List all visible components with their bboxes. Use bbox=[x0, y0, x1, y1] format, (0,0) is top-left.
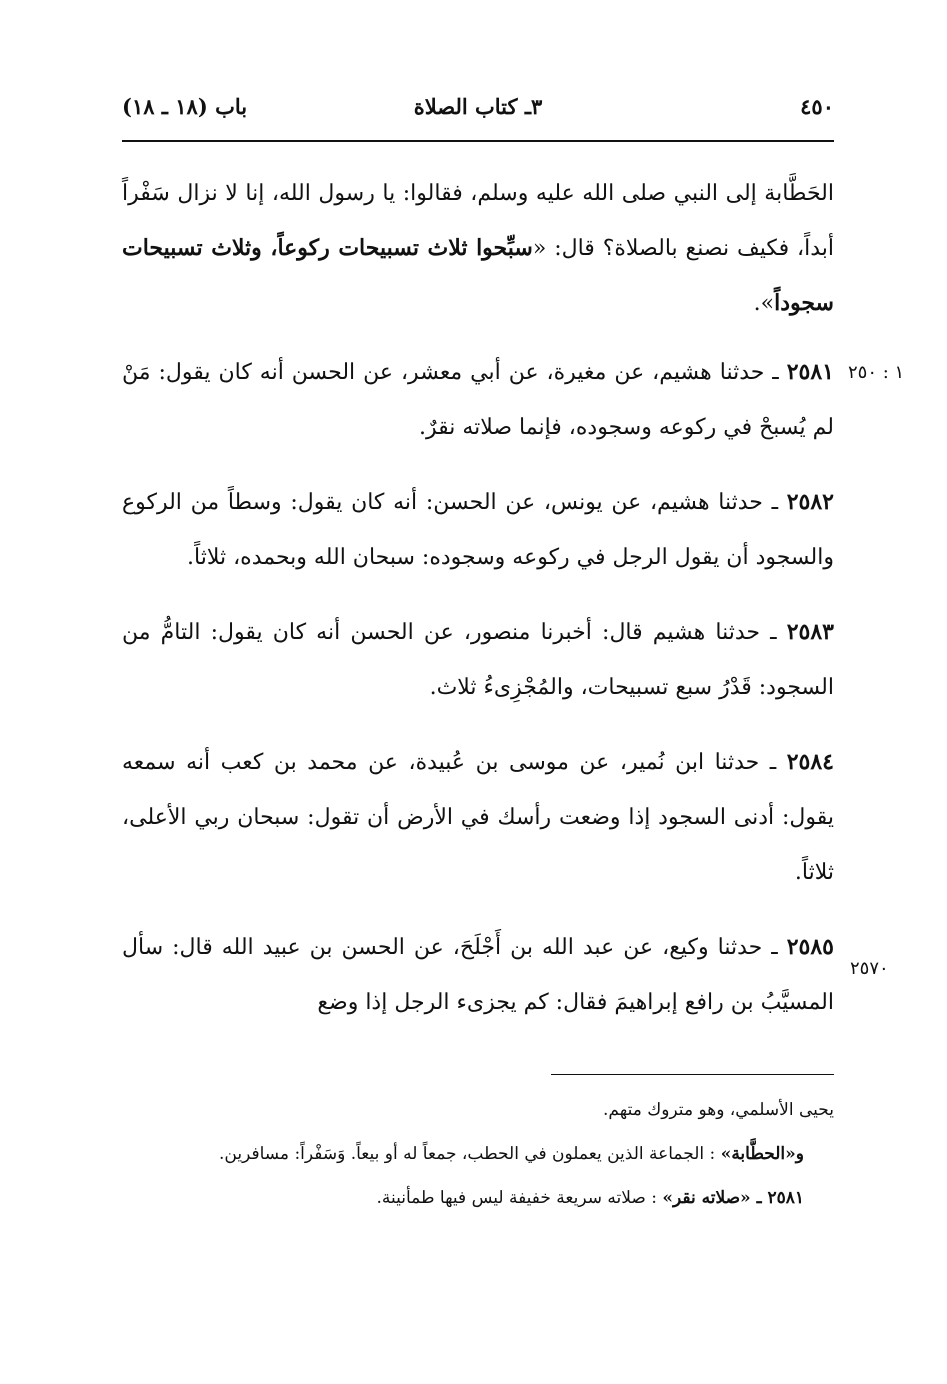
hadith-number: ٢٥٨٣ bbox=[786, 619, 834, 645]
hadith-2584 bbox=[122, 735, 834, 900]
footnote-term: و«الحطَّابة» bbox=[720, 1144, 804, 1164]
margin-reference: ١ : ٢٥٠ bbox=[848, 362, 905, 383]
hadith-text: ـ حدثنا وكيع، عن عبد الله بن أَجْلَحَ، عن الحسن بن عبيد الله قال: سأل المسيَّبُ بن رافع إبراهيمَ فقال: كم يجزىء الرجل إذا وضع bbox=[122, 935, 834, 1015]
intro-paragraph bbox=[122, 166, 834, 331]
footnote-definition: : الجماعة الذين يعملون في الحطب، جمعاً له أو بيعاً. وَسَفْراً: مسافرين. bbox=[219, 1144, 716, 1164]
chapter-reference: باب (١٨ ـ ١٨) bbox=[122, 94, 248, 119]
hadith-text: ـ حدثنا ابن نُمير، عن موسى بن عُبيدة، عن محمد بن كعب أنه سمعه يقول: أدنى السجود إذا وضعت رأسك في الأرض أن تقول: سبحان ربي الأعلى، ثلاثاً. bbox=[122, 750, 834, 885]
hadith-text: ـ حدثنا هشيم، عن يونس، عن الحسن: أنه كان يقول: وسطاً من الركوع والسجود أن يقول الرجل في ركوعه وسجوده: سبحان الله وبحمده، ثلاثاً. bbox=[122, 490, 834, 570]
margin-reference: ٢٥٧٠ bbox=[850, 958, 889, 979]
hadith-text: ـ حدثنا هشيم قال: أخبرنا منصور، عن الحسن أنه كان يقول: التامُّ من السجود: قَدْرُ سبع تسبيحات، والمُجْزِىءُ ثلاث. bbox=[122, 620, 834, 700]
footnote-2581 bbox=[122, 1182, 834, 1214]
footnote-line: يحيى الأسلمي، وهو متروك متهم. bbox=[603, 1100, 834, 1120]
footnote-divider bbox=[551, 1074, 834, 1075]
hadith-number: ٢٥٨٤ bbox=[786, 749, 834, 775]
book-title: ٣ـ كتاب الصلاة bbox=[413, 94, 543, 119]
hadith-number: ٢٥٨٥ bbox=[786, 934, 834, 960]
hadith-2583 bbox=[122, 605, 834, 715]
hadith-number: ٢٥٨١ bbox=[786, 359, 834, 385]
main-text bbox=[122, 166, 834, 1030]
hadith-2585 bbox=[122, 920, 834, 1030]
footnotes bbox=[122, 1094, 834, 1226]
hadith-text: ـ حدثنا هشيم، عن مغيرة، عن أبي معشر، عن الحسن أنه كان يقول: مَنْ لم يُسبحْ في ركوعه وسجوده، فإنما صلاته نقرٌ. bbox=[122, 360, 834, 440]
hadith-number: ٢٥٨٢ bbox=[786, 489, 834, 515]
footnote-number: ٢٥٨١ bbox=[767, 1188, 804, 1208]
page-header bbox=[122, 88, 834, 128]
footnote-term: ـ «صلاته نقر» bbox=[662, 1188, 768, 1208]
page-number: ٤٥٠ bbox=[800, 94, 834, 119]
intro-text: الحَطَّابة إلى النبي صلى الله عليه وسلم، فقالوا: يا رسول الله، إنا لا نزال سَفْراً أبداً، فكيف نصنع بالصلاة؟ قال: « bbox=[122, 181, 834, 261]
intro-end: ». bbox=[753, 291, 775, 316]
hadith-2582 bbox=[122, 475, 834, 585]
footnote-definition: : صلاته سريعة خفيفة ليس فيها طمأنينة. bbox=[376, 1188, 657, 1208]
hadith-2581 bbox=[122, 345, 834, 455]
intro-quote: سبِّحوا ثلاث تسبيحات ركوعاً، وثلاث تسبيحات سجوداً bbox=[122, 235, 834, 316]
header-divider bbox=[122, 140, 834, 142]
footnote-hattaba bbox=[122, 1138, 834, 1170]
